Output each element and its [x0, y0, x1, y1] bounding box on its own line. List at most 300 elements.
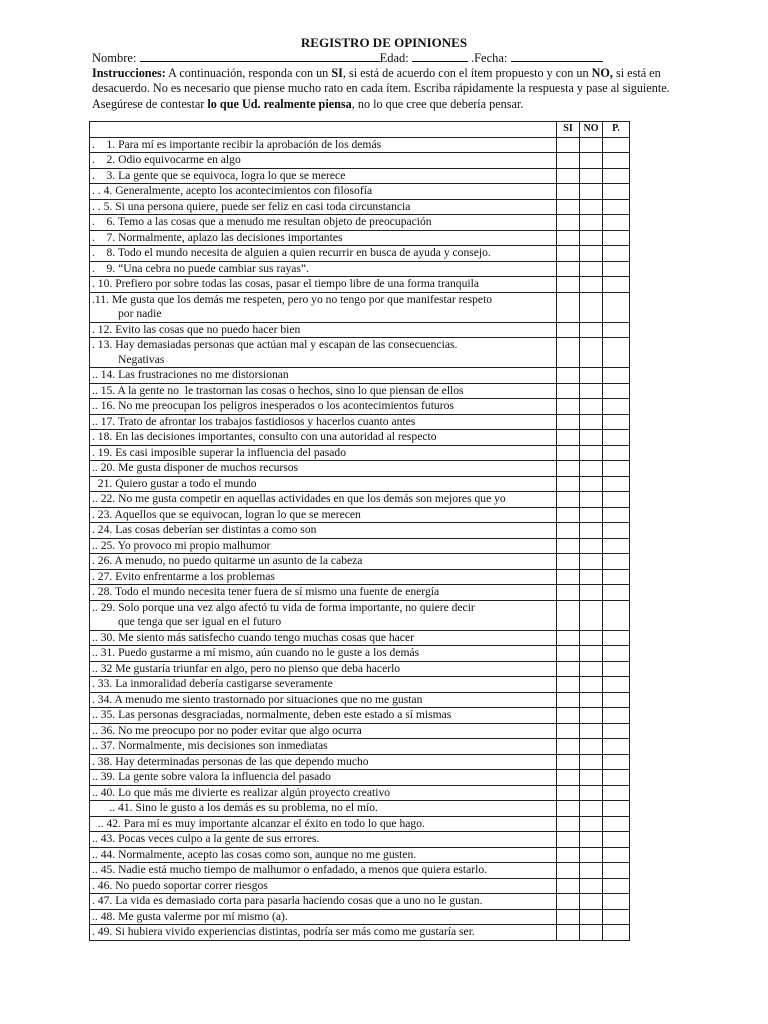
question-label: . 34. A menudo me siento trastornado por situaciones que no me gustan	[92, 692, 423, 706]
answer-no-cell[interactable]	[580, 847, 603, 863]
question-text	[90, 338, 557, 368]
answer-si-cell[interactable]	[557, 277, 580, 293]
answer-p-cell[interactable]	[603, 476, 630, 492]
answer-p-cell[interactable]	[603, 600, 630, 630]
answer-si-cell[interactable]	[557, 585, 580, 601]
question-label: .. 36. No me preocupo por no poder evitar que algo ocurra	[92, 723, 362, 737]
table-row	[90, 723, 630, 739]
answer-no-cell[interactable]	[580, 600, 603, 630]
answer-no-cell[interactable]	[580, 153, 603, 169]
answer-p-cell[interactable]	[603, 322, 630, 338]
answer-p-cell[interactable]	[603, 708, 630, 724]
answer-no-cell[interactable]	[580, 199, 603, 215]
nombre-label: Nombre:	[92, 51, 137, 65]
question-label: . . 4. Generalmente, acepto los acontecimientos con filosofía	[92, 184, 373, 197]
question-text	[90, 677, 557, 693]
answer-p-cell[interactable]	[603, 878, 630, 894]
table-row	[90, 383, 630, 399]
question-label: . 9. “Una cebra no puede cambiar sus rayas”.	[92, 261, 309, 275]
instructions	[92, 66, 702, 112]
question-text	[90, 261, 557, 277]
answer-p-cell[interactable]	[603, 894, 630, 910]
question-text	[90, 878, 557, 894]
answer-p-cell[interactable]	[603, 754, 630, 770]
header-si: SI	[557, 122, 580, 138]
questionnaire-table	[89, 121, 630, 941]
answer-no-cell[interactable]	[580, 646, 603, 662]
fecha-field[interactable]	[511, 50, 603, 62]
answer-p-cell[interactable]	[603, 199, 630, 215]
question-label: .. 14. Las frustraciones no me distorsionan	[92, 368, 289, 381]
table-row	[90, 863, 630, 879]
question-text	[90, 785, 557, 801]
answer-si-cell[interactable]	[557, 661, 580, 677]
question-label: . 12. Evito las cosas que no puedo hacer bien	[92, 322, 301, 336]
table-row	[90, 847, 630, 863]
question-label: .. 29. Solo porque una vez algo afectó tu vida de forma importante, no quiere decir	[92, 600, 475, 614]
answer-si-cell[interactable]	[557, 430, 580, 446]
table-row	[90, 368, 630, 384]
answer-p-cell[interactable]	[603, 368, 630, 384]
question-text	[90, 600, 557, 630]
table-row	[90, 646, 630, 662]
question-continuation: por nadie	[118, 307, 162, 320]
answer-p-cell[interactable]	[603, 692, 630, 708]
answer-si-cell[interactable]	[557, 184, 580, 200]
answer-si-cell[interactable]	[557, 894, 580, 910]
answer-si-cell[interactable]	[557, 199, 580, 215]
answer-si-cell[interactable]	[557, 492, 580, 508]
table-row	[90, 277, 630, 293]
question-label: . 6. Temo a las cosas que a menudo me resultan objeto de preocupación	[92, 215, 432, 228]
answer-p-cell[interactable]	[603, 554, 630, 570]
question-label: .. 30. Me siento más satisfecho cuando tengo muchas cosas que hacer	[92, 630, 414, 644]
question-text	[90, 383, 557, 399]
answer-si-cell[interactable]	[557, 925, 580, 941]
answer-si-cell[interactable]	[557, 847, 580, 863]
answer-no-cell[interactable]	[580, 461, 603, 477]
table-row	[90, 215, 630, 231]
answer-no-cell[interactable]	[580, 322, 603, 338]
question-label: .. 39. La gente sobre valora la influencia del pasado	[92, 770, 331, 783]
answer-no-cell[interactable]	[580, 230, 603, 246]
question-label: .. 43. Pocas veces culpo a la gente de sus errores.	[92, 832, 320, 845]
answer-si-cell[interactable]	[557, 554, 580, 570]
edad-field[interactable]	[412, 50, 468, 62]
answer-si-cell[interactable]	[557, 538, 580, 554]
question-text	[90, 168, 557, 184]
question-label: . 33. La inmoralidad debería castigarse severamente	[92, 677, 333, 690]
question-label: .. 41. Sino le gusto a los demás es su problema, no el mío.	[92, 801, 378, 814]
question-label: . 19. Es casi imposible superar la influencia del pasado	[92, 445, 347, 459]
answer-no-cell[interactable]	[580, 832, 603, 848]
answer-si-cell[interactable]	[557, 878, 580, 894]
question-label: .. 16. No me preocupan los peligros inesperados o los acontecimientos futuros	[92, 399, 454, 412]
answer-si-cell[interactable]	[557, 445, 580, 461]
table-header-row	[90, 122, 630, 138]
answer-no-cell[interactable]	[580, 708, 603, 724]
answer-no-cell[interactable]	[580, 292, 603, 322]
table-row	[90, 630, 630, 646]
question-label: . 10. Prefiero por sobre todas las cosas, pasar el tiempo libre de una forma tranquila	[92, 277, 479, 290]
question-text	[90, 801, 557, 817]
question-label: .11. Me gusta que los demás me respeten, pero yo no tengo por que manifestar respeto	[92, 292, 493, 306]
answer-si-cell[interactable]	[557, 677, 580, 693]
answer-si-cell[interactable]	[557, 153, 580, 169]
answer-p-cell[interactable]	[603, 801, 630, 817]
answer-si-cell[interactable]	[557, 863, 580, 879]
table-row	[90, 338, 630, 368]
question-text	[90, 770, 557, 786]
answer-p-cell[interactable]	[603, 739, 630, 755]
nombre-field[interactable]	[140, 50, 380, 62]
answer-no-cell[interactable]	[580, 538, 603, 554]
answer-no-cell[interactable]	[580, 630, 603, 646]
table-row	[90, 399, 630, 415]
question-text	[90, 646, 557, 662]
answer-no-cell[interactable]	[580, 338, 603, 368]
answer-si-cell[interactable]	[557, 507, 580, 523]
question-text	[90, 492, 557, 508]
question-label: . 8. Todo el mundo necesita de alguien a quien recurrir en busca de ayuda y consejo.	[92, 246, 491, 259]
answer-no-cell[interactable]	[580, 863, 603, 879]
table-row	[90, 322, 630, 338]
table-row	[90, 878, 630, 894]
answer-no-cell[interactable]	[580, 801, 603, 817]
question-text	[90, 246, 557, 262]
question-text	[90, 630, 557, 646]
question-label: . 2. Odio equivocarme en algo	[92, 153, 241, 166]
question-text	[90, 909, 557, 925]
table-row	[90, 692, 630, 708]
question-text	[90, 215, 557, 231]
table-row	[90, 739, 630, 755]
question-text	[90, 322, 557, 338]
answer-si-cell[interactable]	[557, 383, 580, 399]
answer-si-cell[interactable]	[557, 476, 580, 492]
answer-p-cell[interactable]	[603, 184, 630, 200]
question-label: .. 45. Nadie está mucho tiempo de malhumor o enfadado, a menos que quiera estarlo.	[92, 863, 488, 876]
header-p: P.	[603, 122, 630, 138]
answer-p-cell[interactable]	[603, 863, 630, 879]
answer-si-cell[interactable]	[557, 137, 580, 153]
answer-no-cell[interactable]	[580, 476, 603, 492]
answer-si-cell[interactable]	[557, 246, 580, 262]
question-text	[90, 277, 557, 293]
instructions-label: Instrucciones:	[92, 66, 166, 80]
answer-si-cell[interactable]	[557, 461, 580, 477]
table-row	[90, 153, 630, 169]
answer-no-cell[interactable]	[580, 661, 603, 677]
edad-label: Edad:	[379, 51, 409, 65]
table-row	[90, 585, 630, 601]
answer-p-cell[interactable]	[603, 430, 630, 446]
instructions-text-2: , si está de acuerdo con el ítem propuesto y con un	[342, 66, 592, 80]
header-no: NO	[580, 122, 603, 138]
answer-si-cell[interactable]	[557, 322, 580, 338]
question-label: . 28. Todo el mundo necesita tener fuera de sí mismo una fuente de energía	[92, 585, 440, 598]
answer-no-cell[interactable]	[580, 585, 603, 601]
table-row	[90, 430, 630, 446]
answer-p-cell[interactable]	[603, 168, 630, 184]
answer-p-cell[interactable]	[603, 277, 630, 293]
question-label: .. 17. Trato de afrontar los trabajos fastidiosos y hacerlos cuanto antes	[92, 414, 416, 428]
answer-si-cell[interactable]	[557, 832, 580, 848]
question-text	[90, 153, 557, 169]
instructions-text-4: , no lo que cree que debería pensar.	[351, 96, 524, 111]
answer-si-cell[interactable]	[557, 801, 580, 817]
answer-p-cell[interactable]	[603, 261, 630, 277]
answer-p-cell[interactable]	[603, 445, 630, 461]
answer-no-cell[interactable]	[580, 677, 603, 693]
question-text	[90, 925, 557, 941]
answer-no-cell[interactable]	[580, 445, 603, 461]
answer-si-cell[interactable]	[557, 168, 580, 184]
answer-no-cell[interactable]	[580, 785, 603, 801]
answer-si-cell[interactable]	[557, 414, 580, 430]
table-row	[90, 801, 630, 817]
answer-no-cell[interactable]	[580, 770, 603, 786]
question-text	[90, 399, 557, 415]
answer-no-cell[interactable]	[580, 137, 603, 153]
table-row	[90, 507, 630, 523]
question-label: .. 22. No me gusta competir en aquellas actividades en que los demás son mejores que yo	[92, 492, 506, 505]
answer-si-cell[interactable]	[557, 523, 580, 539]
answer-p-cell[interactable]	[603, 215, 630, 231]
answer-p-cell[interactable]	[603, 677, 630, 693]
question-text	[90, 894, 557, 910]
question-label: .. 20. Me gusta disponer de muchos recursos	[92, 461, 299, 474]
table-row	[90, 492, 630, 508]
answer-no-cell[interactable]	[580, 215, 603, 231]
answer-si-cell[interactable]	[557, 215, 580, 231]
question-continuation: que tenga que ser igual en el futuro	[118, 615, 282, 628]
answer-p-cell[interactable]	[603, 538, 630, 554]
question-text	[90, 754, 557, 770]
answer-p-cell[interactable]	[603, 246, 630, 262]
question-label: .. 32 Me gustaría triunfar en algo, pero no pienso que deba hacerlo	[92, 661, 401, 675]
answer-p-cell[interactable]	[603, 414, 630, 430]
table-row	[90, 461, 630, 477]
question-label: .. 42. Para mí es muy importante alcanzar el éxito en todo lo que hago.	[92, 816, 425, 830]
table-row	[90, 832, 630, 848]
question-label: . 47. La vida es demasiado corta para pasarla haciendo cosas que a uno no le gustan.	[92, 894, 483, 907]
answer-no-cell[interactable]	[580, 723, 603, 739]
answer-no-cell[interactable]	[580, 507, 603, 523]
answer-si-cell[interactable]	[557, 646, 580, 662]
table-row	[90, 569, 630, 585]
answer-p-cell[interactable]	[603, 832, 630, 848]
answer-no-cell[interactable]	[580, 277, 603, 293]
table-row	[90, 199, 630, 215]
instructions-text-3: si está en desacuerdo. No es necesario que piense mucho rato en cada ítem. Escriba rápidamente la respuesta y pase al siguiente. Asegúrese de contestar	[92, 66, 670, 111]
answer-si-cell[interactable]	[557, 816, 580, 832]
table-row	[90, 538, 630, 554]
answer-si-cell[interactable]	[557, 569, 580, 585]
answer-p-cell[interactable]	[603, 909, 630, 925]
table-row	[90, 909, 630, 925]
answer-si-cell[interactable]	[557, 785, 580, 801]
answer-si-cell[interactable]	[557, 399, 580, 415]
answer-p-cell[interactable]	[603, 847, 630, 863]
table-row	[90, 754, 630, 770]
answer-p-cell[interactable]	[603, 569, 630, 585]
answer-no-cell[interactable]	[580, 414, 603, 430]
question-label: .. 15. A la gente no le trastornan las cosas o hechos, sino lo que piensan de ellos	[92, 383, 464, 397]
table-row	[90, 445, 630, 461]
answer-p-cell[interactable]	[603, 292, 630, 322]
answer-p-cell[interactable]	[603, 925, 630, 941]
answer-p-cell[interactable]	[603, 507, 630, 523]
question-label: . 1. Para mí es importante recibir la aprobación de los demás	[92, 137, 382, 151]
question-label: .. 40. Lo que más me divierte es realizar algún proyecto creativo	[92, 785, 391, 799]
table-row	[90, 261, 630, 277]
question-text	[90, 368, 557, 384]
answer-si-cell[interactable]	[557, 739, 580, 755]
table-row	[90, 770, 630, 786]
question-text	[90, 507, 557, 523]
table-row	[90, 523, 630, 539]
answer-p-cell[interactable]	[603, 661, 630, 677]
answer-no-cell[interactable]	[580, 492, 603, 508]
answer-no-cell[interactable]	[580, 399, 603, 415]
question-text	[90, 184, 557, 200]
answer-p-cell[interactable]	[603, 137, 630, 153]
answer-p-cell[interactable]	[603, 585, 630, 601]
question-text	[90, 199, 557, 215]
question-text	[90, 430, 557, 446]
question-text	[90, 461, 557, 477]
question-label: . . 5. Si una persona quiere, puede ser feliz en casi toda circunstancia	[92, 199, 411, 213]
question-label: .. 31. Puedo gustarme a mí mismo, aún cuando no le guste a los demás	[92, 646, 420, 659]
table-row	[90, 554, 630, 570]
question-text	[90, 445, 557, 461]
table-row	[90, 246, 630, 262]
table-row	[90, 677, 630, 693]
question-label: . 46. No puedo soportar correr riesgos	[92, 878, 268, 892]
table-row	[90, 661, 630, 677]
answer-no-cell[interactable]	[580, 692, 603, 708]
answer-p-cell[interactable]	[603, 492, 630, 508]
answer-no-cell[interactable]	[580, 894, 603, 910]
answer-no-cell[interactable]	[580, 909, 603, 925]
answer-p-cell[interactable]	[603, 461, 630, 477]
question-label: . 38. Hay determinadas personas de las que dependo mucho	[92, 754, 369, 768]
question-continuation: Negativas	[118, 352, 165, 366]
answer-si-cell[interactable]	[557, 708, 580, 724]
answer-si-cell[interactable]	[557, 754, 580, 770]
answer-si-cell[interactable]	[557, 292, 580, 322]
page-title: REGISTRO DE OPINIONES	[300, 35, 468, 50]
question-text	[90, 230, 557, 246]
table-row	[90, 168, 630, 184]
answer-si-cell[interactable]	[557, 368, 580, 384]
question-label: . 23. Aquellos que se equivocan, logran lo que se merecen	[92, 507, 361, 521]
question-text	[90, 661, 557, 677]
question-text	[90, 847, 557, 863]
table-row	[90, 708, 630, 724]
question-text	[90, 708, 557, 724]
header-fields	[92, 50, 603, 66]
question-label: . 13. Hay demasiadas personas que actúan mal y escapan de las consecuencias.	[92, 338, 458, 351]
answer-p-cell[interactable]	[603, 785, 630, 801]
answer-no-cell[interactable]	[580, 554, 603, 570]
answer-p-cell[interactable]	[603, 230, 630, 246]
question-label: .. 35. Las personas desgraciadas, normalmente, deben este estado a sí mismas	[92, 708, 452, 721]
question-text	[90, 816, 557, 832]
table-row	[90, 600, 630, 630]
answer-si-cell[interactable]	[557, 600, 580, 630]
question-text	[90, 137, 557, 153]
answer-si-cell[interactable]	[557, 630, 580, 646]
instructions-no: NO,	[591, 66, 613, 80]
answer-no-cell[interactable]	[580, 754, 603, 770]
question-label: 21. Quiero gustar a todo el mundo	[92, 476, 257, 490]
answer-no-cell[interactable]	[580, 523, 603, 539]
answer-p-cell[interactable]	[603, 816, 630, 832]
table-row	[90, 414, 630, 430]
answer-no-cell[interactable]	[580, 569, 603, 585]
answer-p-cell[interactable]	[603, 646, 630, 662]
answer-si-cell[interactable]	[557, 770, 580, 786]
question-text	[90, 523, 557, 539]
answer-si-cell[interactable]	[557, 909, 580, 925]
question-label: . 26. A menudo, no puedo quitarme un asunto de la cabeza	[92, 554, 363, 567]
table-row	[90, 894, 630, 910]
answer-p-cell[interactable]	[603, 338, 630, 368]
fecha-label: .Fecha:	[470, 51, 508, 65]
table-row	[90, 476, 630, 492]
answer-no-cell[interactable]	[580, 184, 603, 200]
answer-p-cell[interactable]	[603, 723, 630, 739]
question-text	[90, 538, 557, 554]
answer-si-cell[interactable]	[557, 692, 580, 708]
question-text	[90, 832, 557, 848]
answer-si-cell[interactable]	[557, 338, 580, 368]
answer-p-cell[interactable]	[603, 383, 630, 399]
answer-p-cell[interactable]	[603, 153, 630, 169]
answer-si-cell[interactable]	[557, 230, 580, 246]
question-label: . 3. La gente que se equivoca, logra lo que se merece	[92, 168, 346, 182]
answer-p-cell[interactable]	[603, 399, 630, 415]
question-label: .. 48. Me gusta valerme por mí mismo (a).	[92, 909, 288, 923]
answer-p-cell[interactable]	[603, 630, 630, 646]
answer-no-cell[interactable]	[580, 368, 603, 384]
answer-si-cell[interactable]	[557, 261, 580, 277]
question-text	[90, 569, 557, 585]
answer-no-cell[interactable]	[580, 878, 603, 894]
question-label: .. 44. Normalmente, acepto las cosas como son, aunque no me gusten.	[92, 847, 417, 861]
answer-p-cell[interactable]	[603, 523, 630, 539]
answer-no-cell[interactable]	[580, 816, 603, 832]
answer-no-cell[interactable]	[580, 246, 603, 262]
answer-no-cell[interactable]	[580, 261, 603, 277]
question-text	[90, 692, 557, 708]
answer-no-cell[interactable]	[580, 739, 603, 755]
instructions-emphasis: lo que Ud. realmente piensa	[207, 96, 352, 111]
answer-no-cell[interactable]	[580, 925, 603, 941]
answer-no-cell[interactable]	[580, 383, 603, 399]
answer-no-cell[interactable]	[580, 430, 603, 446]
table-row	[90, 137, 630, 153]
question-text	[90, 554, 557, 570]
answer-si-cell[interactable]	[557, 723, 580, 739]
table-row	[90, 184, 630, 200]
question-text	[90, 585, 557, 601]
answer-no-cell[interactable]	[580, 168, 603, 184]
question-text	[90, 414, 557, 430]
answer-p-cell[interactable]	[603, 770, 630, 786]
